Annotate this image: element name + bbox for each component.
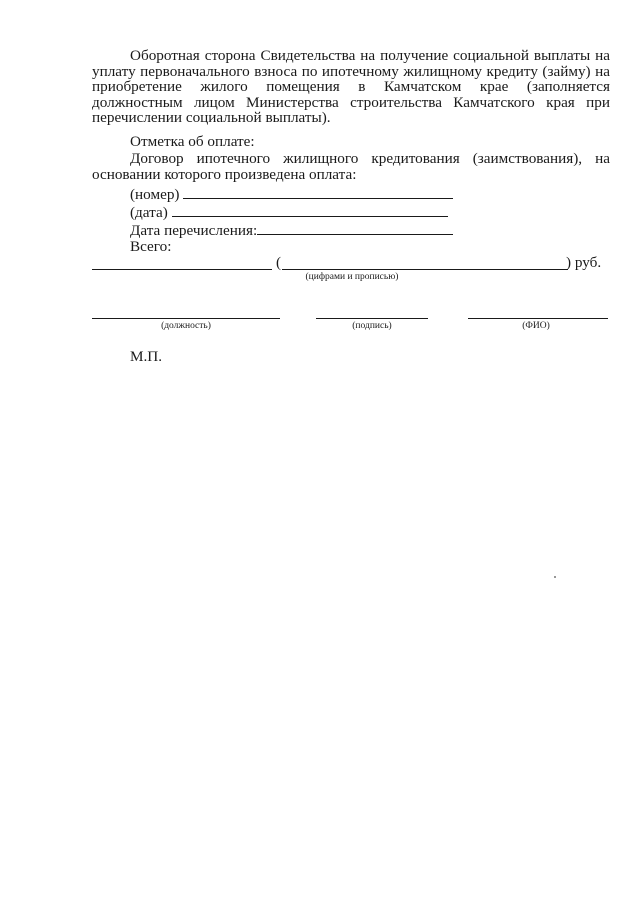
number-field[interactable] — [130, 186, 453, 203]
amount-open-paren: ( — [276, 254, 282, 271]
name-caption: (ФИО) — [522, 321, 550, 331]
transfer-date-blank[interactable] — [257, 222, 453, 235]
amount-words-blank[interactable] — [282, 269, 568, 270]
name-blank[interactable] — [468, 318, 608, 319]
position-caption: (должность) — [161, 321, 211, 331]
amount-currency: ) руб. — [566, 254, 602, 271]
transfer-date-field[interactable] — [130, 222, 453, 239]
transfer-date-label: Дата перечисления: — [130, 222, 258, 239]
date-field[interactable] — [130, 204, 448, 221]
date-blank[interactable] — [172, 204, 448, 217]
intro-paragraph: Оборотная сторона Свидетельства на получение социальной выплаты на уплату первоначального взноса по ипотечному жилищному кредиту (займу) на приобретение жилого помещения в Камчатском крае (заполняется должностным лицом Министерства строительства Камчатского края при перечислении социальной выплаты). — [92, 47, 610, 127]
total-label: Всего: — [130, 238, 172, 255]
date-label: (дата) — [130, 204, 168, 221]
signature-caption: (подпись) — [352, 321, 392, 331]
number-label: (номер) — [130, 186, 180, 203]
stamp-mark: М.П. — [130, 348, 163, 365]
amount-digits-blank[interactable] — [92, 269, 272, 270]
amount-caption: (цифрами и прописью) — [305, 272, 399, 282]
contract-paragraph: Договор ипотечного жилищного кредитования (заимствования), на основании которого произведена оплата: — [92, 150, 610, 183]
signature-blank[interactable] — [316, 318, 428, 319]
position-blank[interactable] — [92, 318, 280, 319]
payment-mark-heading: Отметка об оплате: — [130, 133, 255, 150]
scan-speck — [554, 576, 556, 578]
number-blank[interactable] — [183, 186, 453, 199]
